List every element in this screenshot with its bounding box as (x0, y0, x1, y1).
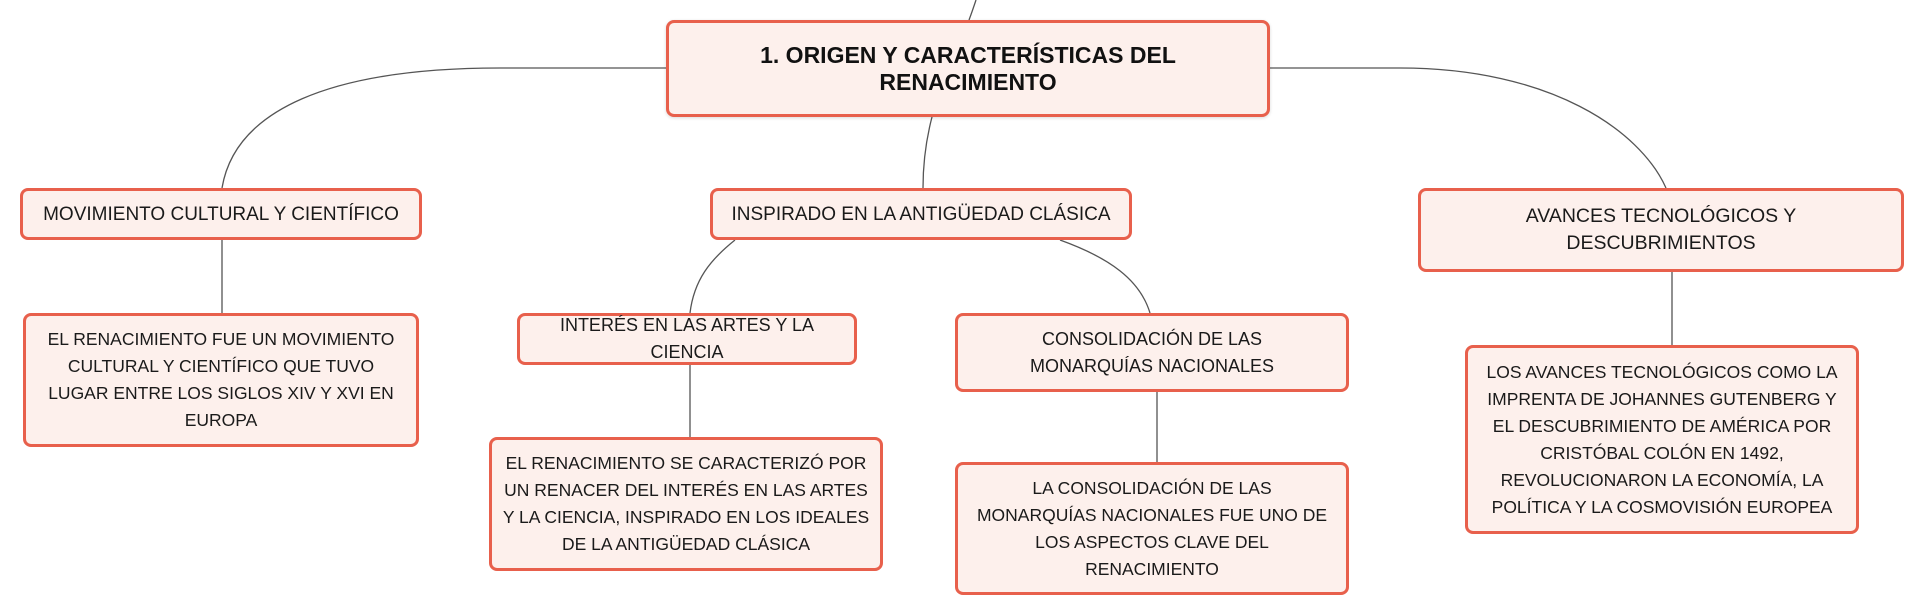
connector-root-to-cultural (222, 68, 666, 188)
topic-antiguedad-clasica-label: INSPIRADO EN LA ANTIGÜEDAD CLÁSICA (731, 203, 1111, 225)
connector-antiguedad-to-artes (690, 240, 735, 313)
topic-consolidacion-monarquias[interactable] (955, 313, 1349, 392)
connector-parent-to-root (969, 0, 976, 20)
detail-movimiento-cultural-text: EL RENACIMIENTO FUE UN MOVIMIENTO CULTURAL Y CIENTÍFICO QUE TUVO LUGAR ENTRE LOS SIGLOS XIV Y XVI EN EUROPA (47, 329, 395, 430)
topic-avances-tecnologicos[interactable] (1418, 188, 1904, 272)
detail-avances-tecnologicos-text: LOS AVANCES TECNOLÓGICOS COMO LA IMPRENTA DE JOHANNES GUTENBERG Y EL DESCUBRIMIENTO DE AMÉRICA POR CRISTÓBAL COLÓN EN 1492, REVOLUCIONARON LA ECONOMÍA, LA POLÍTICA Y LA COSMOVISIÓN EUROPEA (1486, 361, 1838, 517)
topic-antiguedad-clasica[interactable] (710, 188, 1132, 240)
detail-avances-tecnologicos[interactable] (1465, 345, 1859, 534)
topic-consolidacion-monarquias-label: CONSOLIDACIÓN DE LAS MONARQUÍAS NACIONALES (1029, 328, 1275, 376)
topic-interes-artes-ciencia-label: INTERÉS EN LAS ARTES Y LA CIENCIA (559, 315, 815, 362)
topic-avances-tecnologicos-label: AVANCES TECNOLÓGICOS Y DESCUBRIMIENTOS (1525, 205, 1797, 254)
topic-interes-artes-ciencia[interactable] (517, 313, 857, 365)
root-topic-label: 1. ORIGEN Y CARACTERÍSTICAS DEL RENACIMIENTO (760, 41, 1176, 95)
detail-consolidacion-monarquias[interactable] (955, 462, 1349, 595)
root-topic[interactable] (666, 20, 1270, 117)
detail-interes-artes-ciencia[interactable] (489, 437, 883, 571)
detail-interes-artes-ciencia-text: EL RENACIMIENTO SE CARACTERIZÓ POR UN RENACER DEL INTERÉS EN LAS ARTES Y LA CIENCIA, INSPIRADO EN LOS IDEALES DE LA ANTIGÜEDAD CLÁSICA (502, 453, 870, 554)
connector-root-to-antiguedad (923, 117, 932, 188)
detail-movimiento-cultural[interactable] (23, 313, 419, 447)
detail-consolidacion-monarquias-text: LA CONSOLIDACIÓN DE LAS MONARQUÍAS NACIONALES FUE UNO DE LOS ASPECTOS CLAVE DEL RENACIMIENTO (976, 477, 1328, 579)
connector-root-to-avances (1268, 68, 1666, 188)
topic-movimiento-cultural[interactable] (20, 188, 422, 240)
topic-movimiento-cultural-label: MOVIMIENTO CULTURAL Y CIENTÍFICO (43, 203, 399, 225)
connector-antiguedad-to-monarquias (1060, 240, 1150, 313)
